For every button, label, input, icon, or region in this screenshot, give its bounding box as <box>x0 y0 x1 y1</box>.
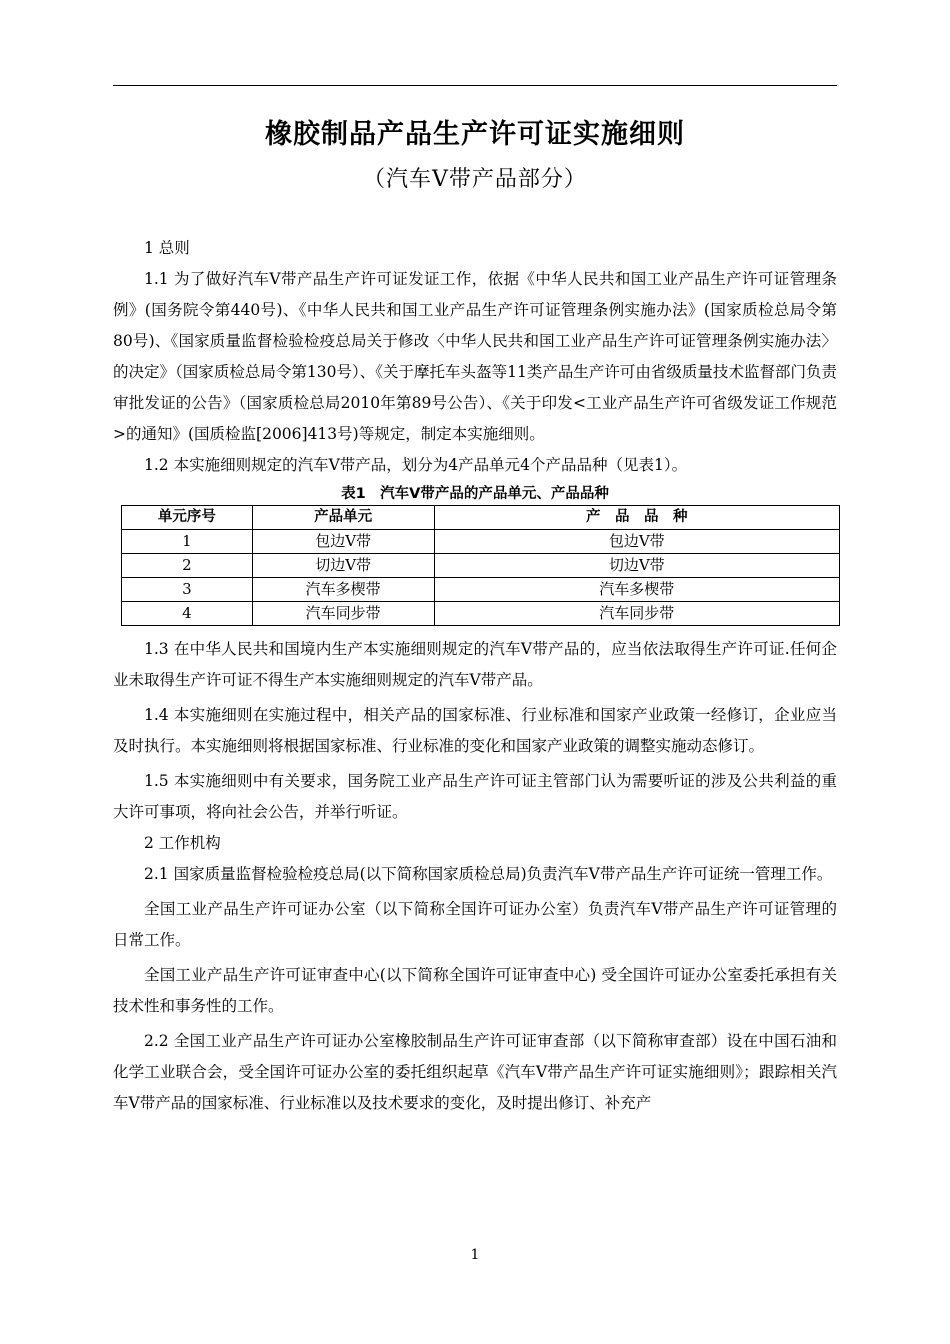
paragraph-2-1: 2.1 国家质量监督检验检疫总局(以下简称国家质检总局)负责汽车V带产品生产许可证统一管理工作。 <box>144 865 833 883</box>
header-unit-number: 单元序号 <box>122 506 253 530</box>
document-subtitle: （汽车V带产品部分） <box>363 167 587 192</box>
document-body <box>113 233 837 1119</box>
paragraph-review-center: 全国工业产品生产许可证审查中心(以下简称全国许可证审查中心) 受全国许可证办公室委托承担有关技术性和事务性的工作。 <box>113 966 837 1015</box>
table-header-row <box>122 506 840 530</box>
cell-unit-number: 3 <box>122 578 253 602</box>
cell-product-unit: 包边V带 <box>252 530 434 554</box>
header-rule <box>113 85 837 86</box>
cell-product-variety: 切边V带 <box>434 554 839 578</box>
table-row <box>122 602 840 626</box>
cell-product-variety: 汽车同步带 <box>434 602 839 626</box>
paragraph-office: 全国工业产品生产许可证办公室（以下简称全国许可证办公室）负责汽车V带产品生产许可证管理的日常工作。 <box>113 900 837 949</box>
table-row <box>122 578 840 602</box>
table-row <box>122 554 840 578</box>
table-row <box>122 530 840 554</box>
cell-product-unit: 切边V带 <box>252 554 434 578</box>
paragraph-1-5: 1.5 本实施细则中有关要求，国务院工业产品生产许可证主管部门认为需要听证的涉及公共利益的重大许可事项，将向社会公告，并举行听证。 <box>113 772 837 821</box>
cell-unit-number: 4 <box>122 602 253 626</box>
header-product-variety: 产 品 品 种 <box>434 506 839 530</box>
cell-product-unit: 汽车多楔带 <box>252 578 434 602</box>
paragraph-1-2: 1.2 本实施细则规定的汽车V带产品，划分为4产品单元4个产品品种（见表1）。 <box>144 456 688 474</box>
paragraph-1-3: 1.3 在中华人民共和国境内生产本实施细则规定的汽车V带产品的，应当依法取得生产许可证.任何企业未取得生产许可证不得生产本实施细则规定的汽车V带产品。 <box>113 640 837 689</box>
cell-product-variety: 汽车多楔带 <box>434 578 839 602</box>
document-title: 橡胶制品产品生产许可证实施细则 <box>265 119 685 150</box>
paragraph-1-1: 1.1 为了做好汽车V带产品生产许可证发证工作，依据《中华人民共和国工业产品生产许可证管理条例》(国务院令第440号)、《中华人民共和国工业产品生产许可证管理条例实施办法》(国家质检总局令第80号)、《国家质量监督检验检疫总局关于修改〈中华人民共和国工业产品生产许可证管理条例实施办法〉的决定》（国家质检总局令第130号）、《关于摩托车头盔等11类产品生产许可由省级质量技术监督部门负责审批发证的公告》（国家质检总局2010年第89号公告）、《关于印发<工业产品生产许可省级发证工作规范>的通知》(国质检监[2006]413号)等规定，制定本实施细则。 <box>113 270 837 443</box>
cell-product-unit: 汽车同步带 <box>252 602 434 626</box>
product-unit-table <box>121 505 840 626</box>
cell-unit-number: 1 <box>122 530 253 554</box>
section-heading-general: 1 总则 <box>144 239 190 257</box>
cell-product-variety: 包边V带 <box>434 530 839 554</box>
paragraph-2-2: 2.2 全国工业产品生产许可证办公室橡胶制品生产许可证审查部（以下简称审查部）设在中国石油和化学工业联合会，受全国许可证办公室的委托组织起草《汽车V带产品生产许可证实施细则》；跟踪相关汽车V带产品的国家标准、行业标准以及技术要求的变化，及时提出修订、补充产 <box>113 1032 837 1112</box>
page-number: 1 <box>470 1247 480 1263</box>
header-product-unit: 产品单元 <box>252 506 434 530</box>
paragraph-1-4: 1.4 本实施细则在实施过程中，相关产品的国家标准、行业标准和国家产业政策一经修订，企业应当及时执行。本实施细则将根据国家标准、行业标准的变化和国家产业政策的调整实施动态修订。 <box>113 706 837 755</box>
table-caption: 表1 汽车V带产品的产品单元、产品品种 <box>341 486 609 502</box>
body-after-table <box>113 634 837 1119</box>
section-heading-organization: 2 工作机构 <box>144 834 221 852</box>
cell-unit-number: 2 <box>122 554 253 578</box>
